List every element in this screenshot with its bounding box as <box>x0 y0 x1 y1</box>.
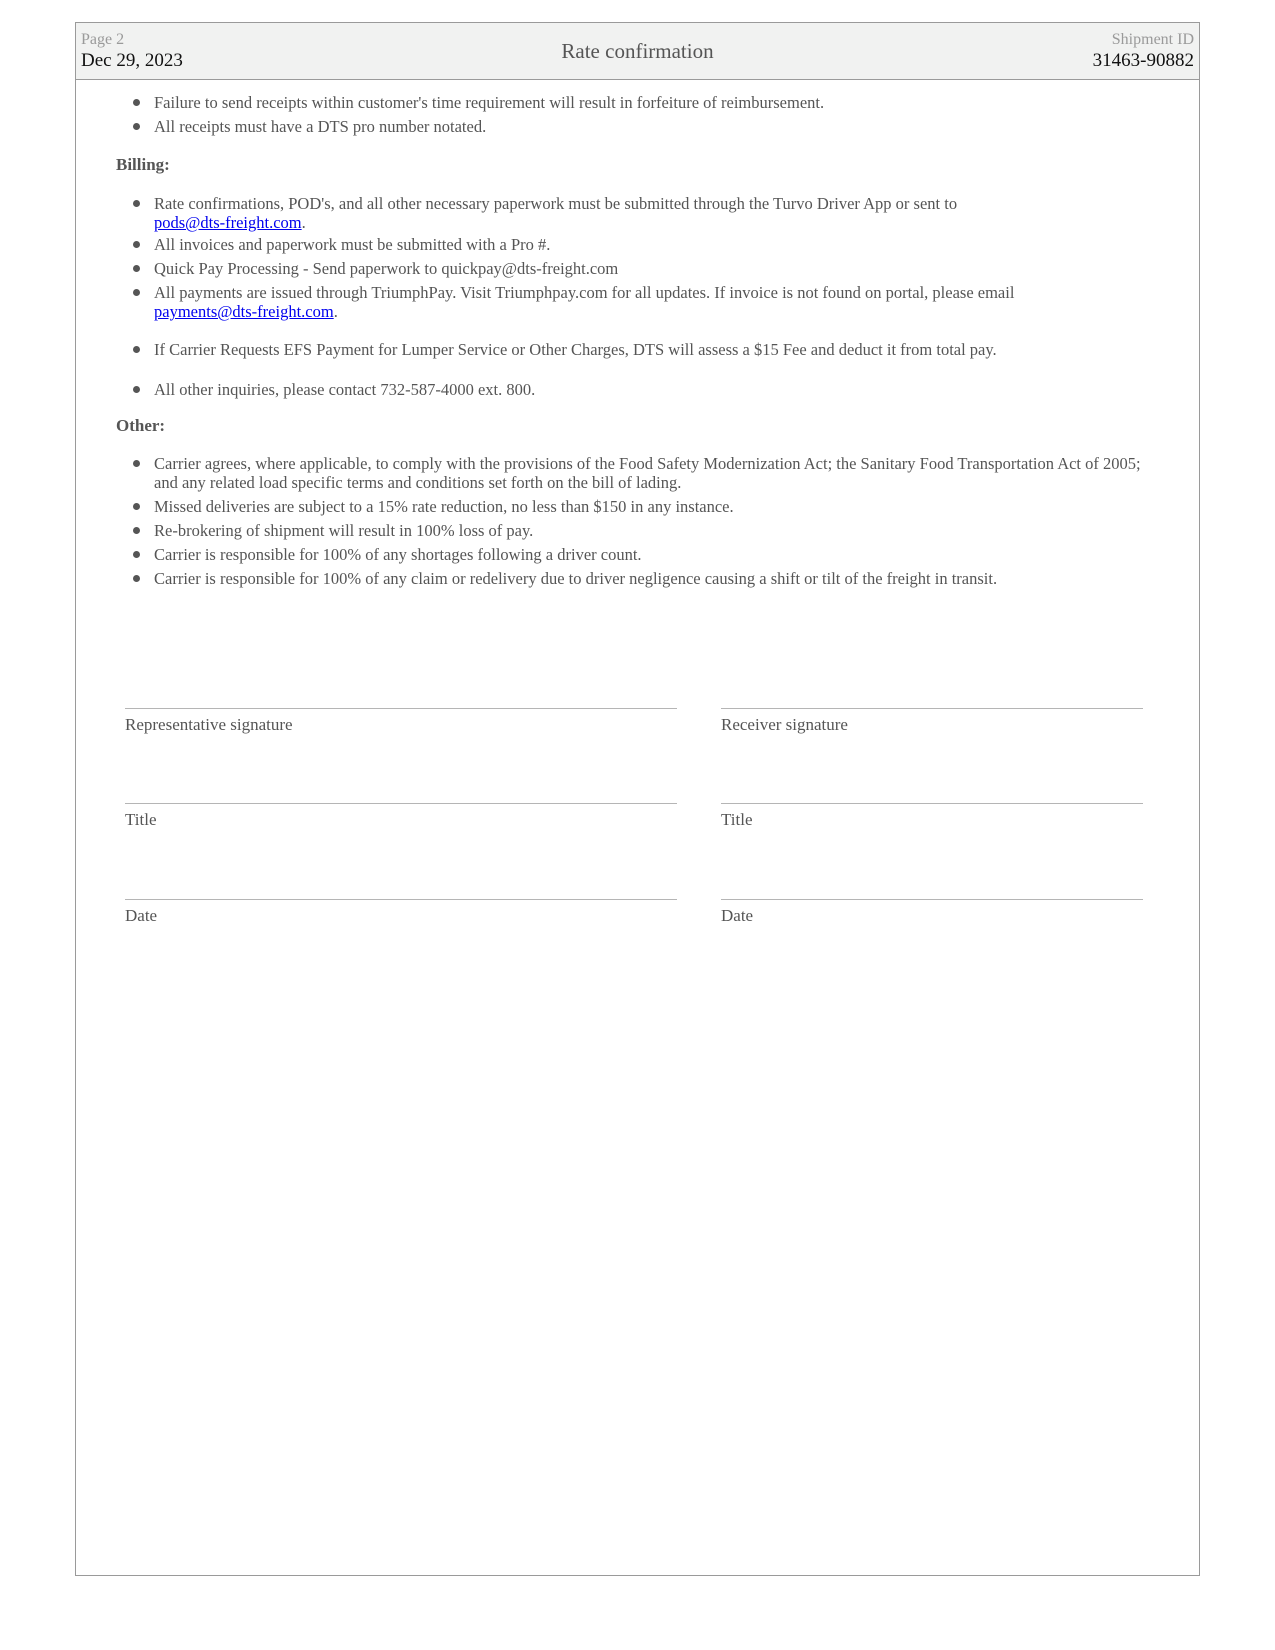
bullet-icon <box>133 460 140 467</box>
receipts-list <box>76 93 1199 136</box>
list-item: All receipts must have a DTS pro number notated. <box>76 117 1199 136</box>
billing-list-4 <box>76 380 1199 399</box>
list-item: All invoices and paperwork must be submitted with a Pro #. <box>76 235 1199 259</box>
receiver-title-line[interactable] <box>721 803 1143 804</box>
bullet-icon <box>133 346 140 353</box>
bullet-icon <box>133 99 140 106</box>
billing-list <box>76 194 1199 278</box>
representative-date-line[interactable] <box>125 899 677 900</box>
receiver-date-line[interactable] <box>721 899 1143 900</box>
list-item: Carrier is responsible for 100% of any claim or redelivery due to driver negligence causing a shift or tilt of the freight in transit. <box>76 569 1199 588</box>
shipment-id-label: Shipment ID <box>1111 31 1194 48</box>
document-title: Rate confirmation <box>561 39 714 63</box>
shipment-id-value: 31463-90882 <box>1092 50 1194 71</box>
bullet-icon <box>133 289 140 296</box>
representative-title-label: Title <box>125 810 157 829</box>
list-item: All payments are issued through TriumphPay. Visit Triumphpay.com for all updates. If invoice is not found on portal, please email payments@dts-freight.com. <box>76 283 1199 321</box>
list-item: Missed deliveries are subject to a 15% rate reduction, no less than $150 in any instance. <box>76 497 1199 516</box>
bullet-icon <box>133 200 140 207</box>
bullet-icon <box>133 241 140 248</box>
bullet-icon <box>133 551 140 558</box>
receiver-signature-line[interactable] <box>721 708 1143 709</box>
other-heading: Other: <box>116 416 166 435</box>
bullet-icon <box>133 503 140 510</box>
bullet-icon <box>133 527 140 534</box>
payments-email-link[interactable]: payments@dts-freight.com <box>154 302 334 321</box>
list-item: Failure to send receipts within customer's time requirement will result in forfeiture of reimbursement. <box>76 93 1199 112</box>
bullet-icon <box>133 386 140 393</box>
receiver-signature-label: Receiver signature <box>721 715 848 734</box>
receiver-title-label: Title <box>721 810 753 829</box>
header-right <box>1093 31 1194 73</box>
billing-heading: Billing: <box>116 155 170 174</box>
representative-signature-label: Representative signature <box>125 715 293 734</box>
bullet-icon <box>133 265 140 272</box>
other-list <box>76 454 1199 588</box>
pods-email-link[interactable]: pods@dts-freight.com <box>154 213 302 232</box>
list-item: Rate confirmations, POD's, and all other necessary paperwork must be submitted through the Turvo Driver App or sent to pods@dts-freight.com. <box>76 194 1199 235</box>
bullet-icon <box>133 575 140 582</box>
page-header <box>76 23 1199 80</box>
billing-list-3 <box>76 340 1199 359</box>
document-date: Dec 29, 2023 <box>81 50 183 71</box>
page-number: Page 2 <box>81 31 125 48</box>
receiver-date-label: Date <box>721 906 754 925</box>
list-item: Carrier is responsible for 100% of any shortages following a driver count. <box>76 545 1199 564</box>
billing-list-2 <box>76 283 1199 321</box>
representative-date-label: Date <box>125 906 158 925</box>
list-item: Re-brokering of shipment will result in 100% loss of pay. <box>76 521 1199 540</box>
document-page <box>75 22 1200 1576</box>
representative-signature-line[interactable] <box>125 708 677 709</box>
list-item: Quick Pay Processing - Send paperwork to quickpay@dts-freight.com <box>76 259 1199 274</box>
bullet-icon <box>133 123 140 130</box>
list-item: Carrier agrees, where applicable, to comply with the provisions of the Food Safety Modernization Act; the Sanitary Food Transportation Act of 2005; and any related load specific terms and conditions set forth on the bill of lading. <box>76 454 1199 492</box>
list-item: If Carrier Requests EFS Payment for Lumper Service or Other Charges, DTS will assess a $15 Fee and deduct it from total pay. <box>76 340 1199 359</box>
list-item: All other inquiries, please contact 732-587-4000 ext. 800. <box>76 380 1199 399</box>
representative-title-line[interactable] <box>125 803 677 804</box>
